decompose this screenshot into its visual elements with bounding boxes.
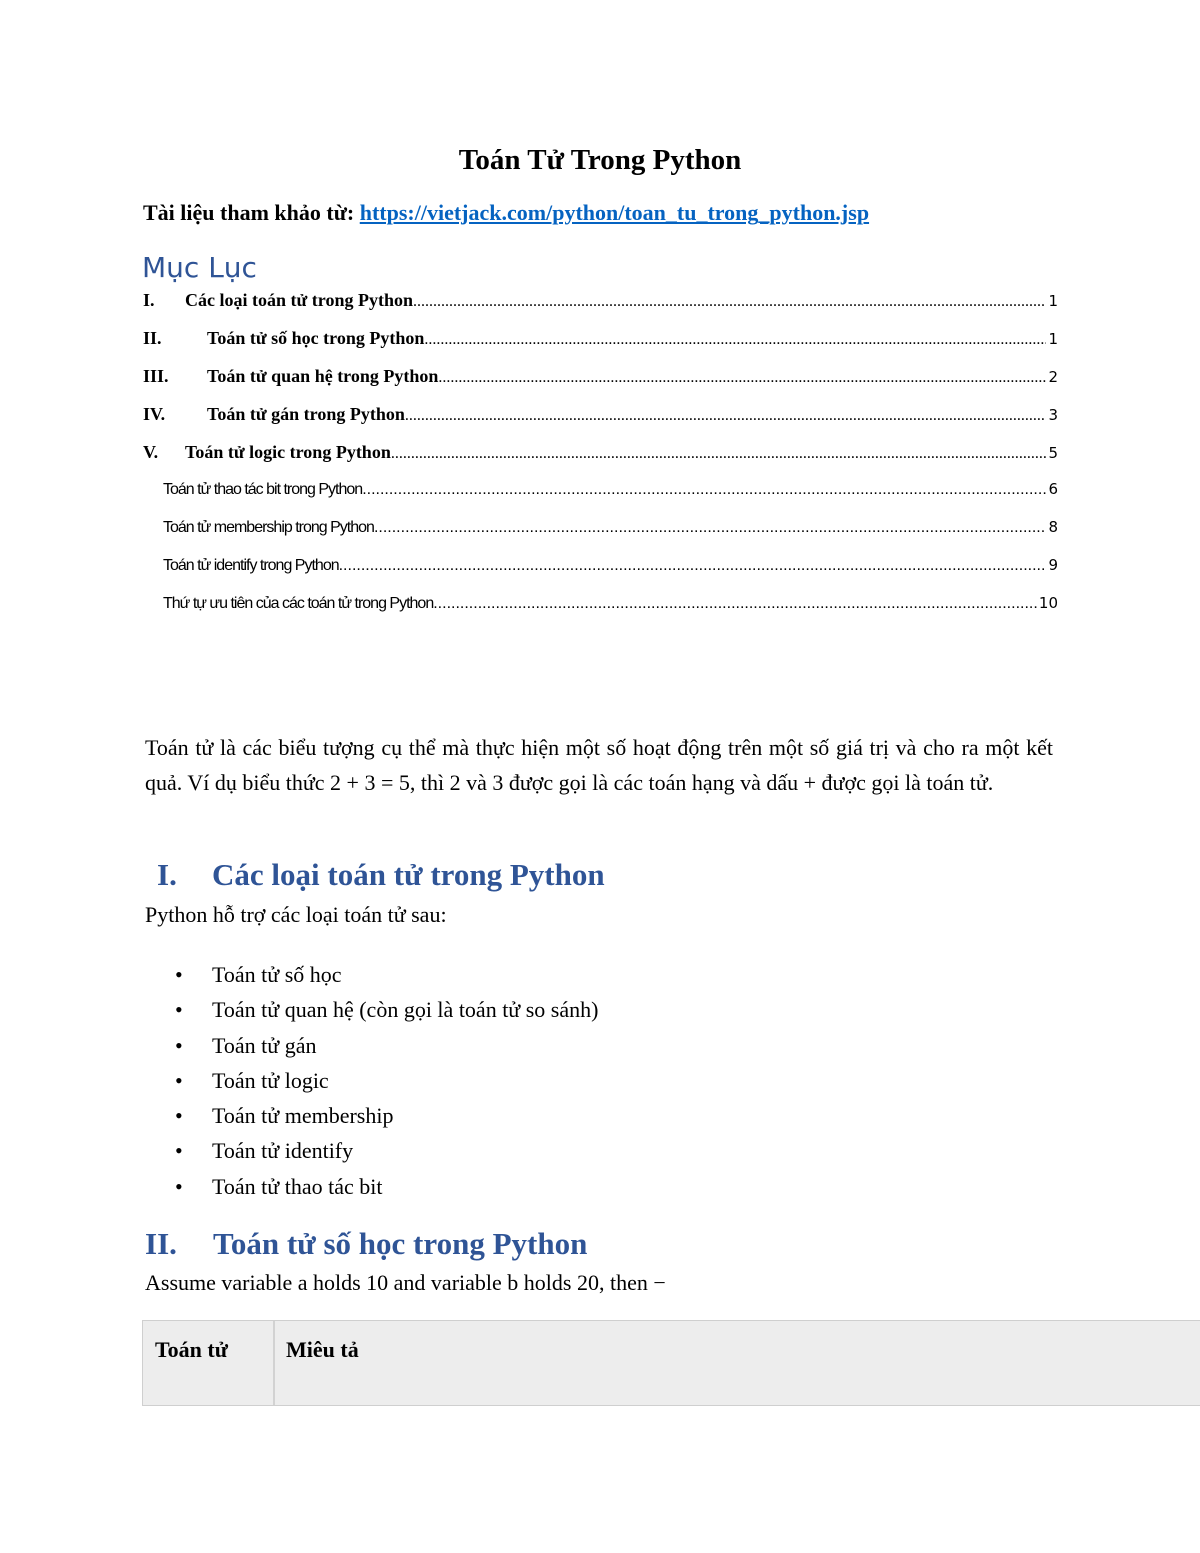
toc-entry-title: Toán tử số học trong Python <box>207 328 425 348</box>
toc-entry-title: Toán tử identify trong Python <box>163 557 339 574</box>
section-title: Toán tử số học trong Python <box>213 1226 588 1261</box>
toc-leader-dots <box>339 557 1047 575</box>
reference-label: Tài liệu tham khảo từ: <box>143 200 355 225</box>
list-item <box>145 957 598 992</box>
toc-entry-number: III. <box>143 366 169 386</box>
list-item-text: Toán tử logic <box>212 1067 329 1093</box>
toc-entry-page: 5 <box>1048 444 1058 462</box>
toc-leader-dots <box>433 595 1037 613</box>
toc-entry[interactable] <box>143 366 1058 396</box>
toc-leader-dots <box>374 519 1047 537</box>
toc-subentry[interactable] <box>143 556 1058 586</box>
section-1-lead: Python hỗ trợ các loại toán tử sau: <box>145 902 447 927</box>
toc-entry-page: 1 <box>1048 330 1058 348</box>
list-item-text: Toán tử quan hệ (còn gọi là toán tử so sánh) <box>212 997 599 1023</box>
toc-leader-dots <box>405 404 1047 425</box>
toc-entry-number: II. <box>143 328 162 348</box>
bullet-icon: • <box>175 1067 183 1093</box>
bullet-icon: • <box>175 1032 183 1058</box>
list-item <box>145 1169 598 1204</box>
toc-entry-page: 6 <box>1048 480 1058 498</box>
section-number: I. <box>157 857 177 892</box>
reference-line <box>143 198 869 228</box>
toc-entry-title: Toán tử logic trong Python <box>185 442 391 462</box>
reference-link[interactable]: https://vietjack.com/python/toan_tu_trong_python.jsp <box>359 200 870 225</box>
list-item <box>145 1063 598 1098</box>
table-header-description: Miêu tả <box>286 1337 359 1362</box>
bullet-icon: • <box>175 1138 183 1164</box>
toc-entry-page: 1 <box>1048 292 1058 310</box>
toc-entry-number: V. <box>143 442 159 462</box>
operator-types-list <box>145 957 598 1204</box>
toc-entry[interactable] <box>143 328 1058 358</box>
section-number: II. <box>145 1226 177 1261</box>
toc-subentry[interactable] <box>143 518 1058 548</box>
list-item <box>145 1098 598 1133</box>
list-item <box>145 992 598 1027</box>
toc-entry-page: 2 <box>1048 368 1058 386</box>
bullet-icon: • <box>175 1173 183 1199</box>
list-item-text: Toán tử số học <box>212 962 342 987</box>
table-header-operator: Toán tử <box>155 1337 228 1362</box>
toc-entry-page: 9 <box>1048 556 1058 574</box>
toc-leader-dots <box>438 366 1046 387</box>
toc-entry[interactable] <box>143 404 1058 434</box>
toc-entry[interactable] <box>143 290 1058 320</box>
toc-leader-dots <box>413 290 1046 311</box>
toc-entry-page: 10 <box>1038 594 1058 612</box>
toc-subentry[interactable] <box>143 480 1058 510</box>
intro-paragraph: Toán tử là các biểu tượng cụ thể mà thực hiện một số hoạt động trên một số giá trị và cho ra một kết quả. Ví dụ biểu thức 2 + 3 = 5, thì 2 và 3 được gọi là các toán hạng và dấu + được gọi là toán tử. <box>145 735 1053 795</box>
list-item <box>145 1133 598 1168</box>
list-item-text: Toán tử membership <box>212 1103 394 1129</box>
toc-entry-title: Toán tử gán trong Python <box>207 404 405 424</box>
toc-entry-page: 8 <box>1048 518 1058 536</box>
section-title: Các loại toán tử trong Python <box>212 857 605 892</box>
list-item-text: Toán tử thao tác bit <box>212 1173 383 1199</box>
document-title: Toán Tử Trong Python <box>458 144 742 176</box>
toc-entry-number: IV. <box>143 404 166 424</box>
toc-entry-title: Thứ tự ưu tiên của các toán tử trong Python <box>163 595 434 612</box>
toc-entry-number: I. <box>143 290 155 310</box>
bullet-icon: • <box>175 1103 183 1129</box>
toc-entry-title: Toán tử thao tác bit trong Python <box>163 481 363 498</box>
list-item <box>145 1028 598 1063</box>
section-heading-2 <box>145 1224 587 1264</box>
toc-leader-dots <box>362 481 1046 499</box>
toc-entry-title: Toán tử quan hệ trong Python <box>207 366 439 386</box>
toc-leader-dots <box>424 328 1046 349</box>
toc-entry-title: Toán tử membership trong Python <box>163 519 374 536</box>
toc-leader-dots <box>391 442 1047 463</box>
section-heading-1 <box>157 855 605 895</box>
toc-entry[interactable] <box>143 442 1058 472</box>
bullet-icon: • <box>175 962 183 987</box>
toc-entry-page: 3 <box>1048 406 1058 424</box>
bullet-icon: • <box>175 997 183 1023</box>
toc-heading: Mục Lục <box>142 251 257 284</box>
toc-subentry[interactable] <box>143 594 1058 624</box>
list-item-text: Toán tử identify <box>212 1138 354 1164</box>
toc-entry-title: Các loại toán tử trong Python <box>185 290 413 310</box>
operators-table <box>142 1320 1200 1406</box>
list-item-text: Toán tử gán <box>212 1032 317 1058</box>
section-2-lead: Assume variable a holds 10 and variable b holds 20, then − <box>145 1270 666 1295</box>
